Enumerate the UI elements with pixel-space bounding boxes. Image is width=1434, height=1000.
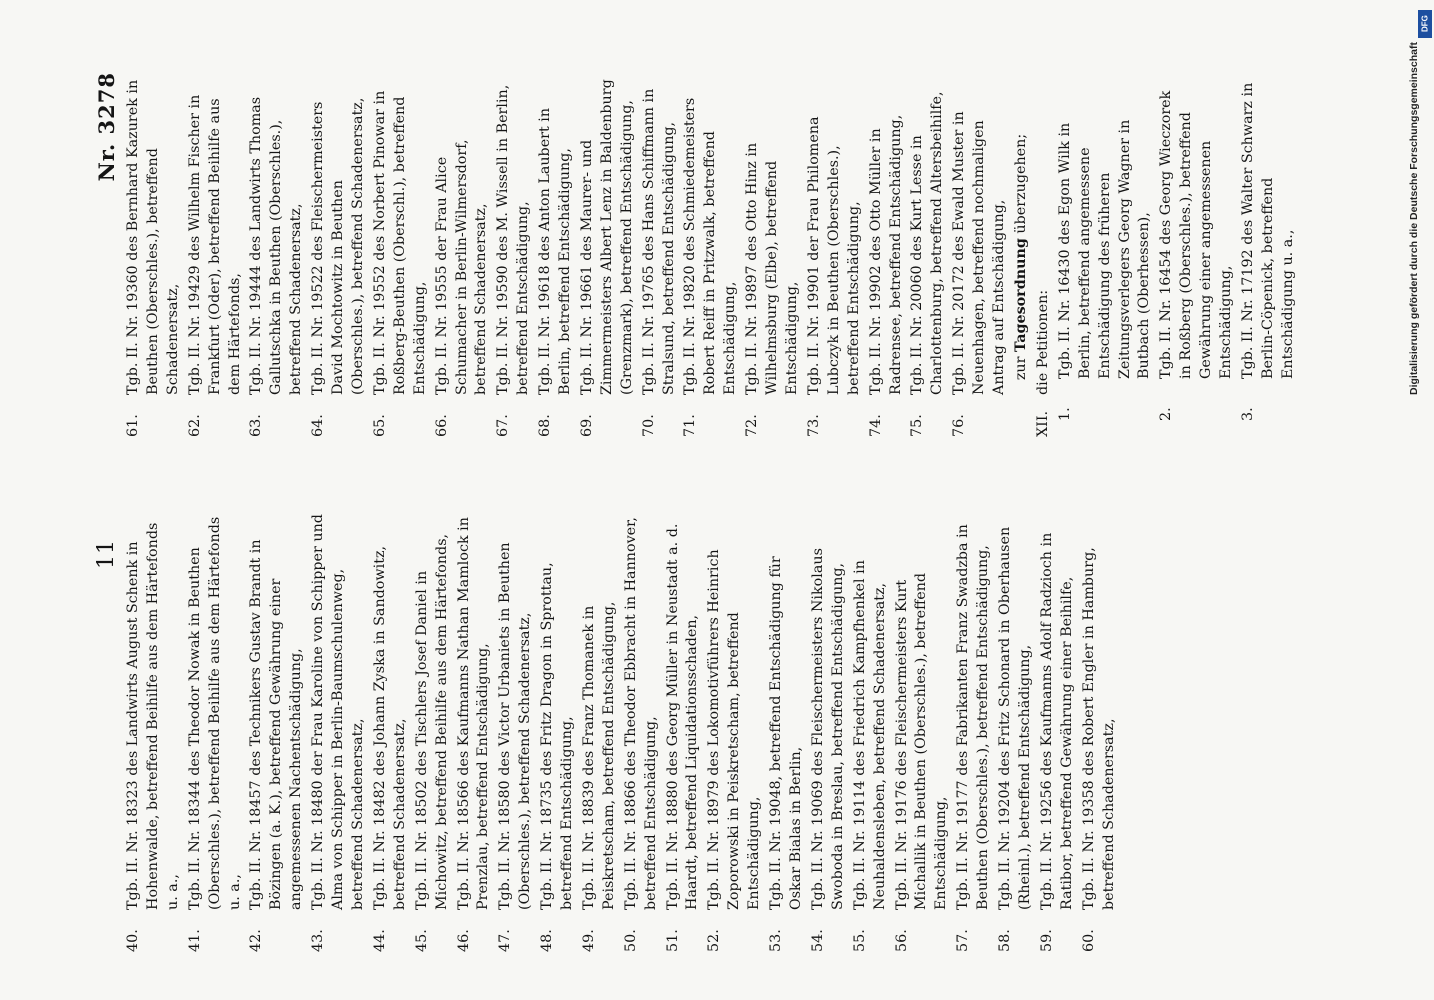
entry-text: Tgb. II. Nr. 19897 des Otto Hinz in Wilhelmsburg (Elbe), betreffend Entschädigung, [744, 142, 800, 395]
list-item [433, 77, 493, 437]
list-item [681, 77, 741, 437]
rotated-page [90, 72, 1410, 952]
list-item [309, 512, 369, 952]
list-item [455, 512, 495, 952]
list-item [705, 512, 765, 952]
entry-number: 50. [622, 929, 639, 952]
list-item [247, 512, 307, 952]
entry-number: 62. [186, 414, 203, 437]
entry-number: 1. [1056, 407, 1073, 421]
entry-text: Tgb. II. Nr. 19765 des Hans Schiffmann in Stralsund, betreffend Entschädigung, [640, 88, 677, 395]
entry-text: Tgb. II. Nr. 19048, betreffend Entschädigung für Oskar Bialas in Berlin, [768, 556, 804, 910]
entry-number: 43. [310, 929, 327, 952]
entry-number: 70. [640, 414, 657, 437]
entry-number: 54. [809, 929, 826, 952]
list-item [867, 77, 907, 437]
entry-text: Tgb. II. Nr. 19176 des Fleischermeisters Kurt Michallik in Beuthen (Oberschles.), betreffend Entschädigung, [893, 572, 950, 910]
document-number: Nr. 3278 [94, 72, 119, 182]
entry-number: 61. [125, 414, 141, 437]
list-item [536, 77, 576, 437]
list-item [247, 77, 307, 437]
entry-text: Tgb. II. Nr. 19901 der Frau Philomena Lubczyk in Beuthen (Oberschles.), betreffend Entschädigung, [805, 116, 862, 395]
entry-number: 51. [664, 929, 681, 952]
section-heading [1034, 77, 1054, 437]
entry-number: 48. [539, 929, 556, 952]
entry-text: Tgb. II. Nr. 18866 des Theodor Ebbracht in Hannover, betreffend Entschädigung, [622, 517, 659, 910]
list-item [805, 77, 865, 437]
entry-text: Tgb. II. Nr. 18839 des Franz Thomanek in Peiskretscham, betreffend Entschädigung, [580, 601, 617, 910]
list-item [1056, 77, 1156, 437]
list-item [124, 77, 184, 437]
entry-text: Tgb. II. Nr. 18735 des Fritz Dragon in Sprottau, betreffend Entschädigung, [539, 562, 576, 910]
entry-text: Tgb. II. Nr. 19114 des Friedrich Kampfhenkel in Neuhaldensleben, betreffend Schadenersatz, [851, 560, 888, 910]
entry-text: Tgb. II. Nr. 18480 der Frau Karoline von Schipper und Alma von Schipper in Berlin-Baumschulenweg, betreffend Schadenersatz, [310, 514, 366, 910]
entry-text: Tgb. II. Nr. 19358 des Robert Engler in Hamburg, betreffend Schadenersatz, [1080, 547, 1117, 910]
list-item [1239, 77, 1299, 437]
page-number: 11 [94, 539, 119, 569]
list-item [950, 77, 1010, 437]
list-item [371, 512, 411, 952]
entry-number: 74. [867, 414, 884, 437]
entry-text: Tgb. II. Nr. 18457 des Technikers Gustav Brandt in Bözingen (a. K.), betreffend Gewährung einer angemessenen Nachentschädigung, [248, 539, 305, 910]
entry-text: Tgb. II. Nr. 19555 der Frau Alice Schumacher in Berlin-Wilmersdorf, betreffend Schadenersatz, [433, 139, 490, 395]
entry-text: Tgb. II. Nr. 20172 des Ewald Muster in Neuenhagen, betreffend nochmaligen Antrag auf Entschädigung, [951, 111, 1008, 395]
entry-text: Tgb. II. Nr. 19902 des Otto Müller in Radrensee, betreffend Entschädigung, [867, 114, 904, 395]
list-item [578, 77, 638, 437]
entry-number: 56. [893, 929, 910, 952]
entry-number: 76. [951, 414, 968, 437]
entry-text: Tgb. II. Nr. 19444 des Landwirts Thomas Gallutschka in Beuthen (Oberschles.), betreffend Schadenersatz, [248, 96, 305, 395]
entry-text: Tgb. II. Nr. 20060 des Kurt Lesse in Charlottenburg, betreffend Altersbeihilfe, [909, 91, 946, 395]
agenda-prefix: zur [1012, 356, 1029, 381]
entry-text: Tgb. II. Nr. 18566 des Kaufmanns Nathan Mamlock in Prenzlau, betreffend Entschädigung, [455, 517, 492, 910]
entry-text: Tgb. II. Nr. 19069 des Fleischermeisters Nikolaus Swoboda in Breslau, betreffend Entschädigung, [809, 548, 846, 910]
list-item [1157, 77, 1237, 437]
entry-number: 63. [248, 414, 265, 437]
entry-number: 64. [310, 414, 327, 437]
entry-number: 58. [997, 929, 1014, 952]
list-item [1038, 512, 1078, 952]
entry-text: Tgb. II. Nr. 18323 des Landwirts August Schenk in Hohenwalde, betreffend Beihilfe aus dem Härtefonds u. a., [125, 522, 181, 910]
entry-text: Tgb. II. Nr. 19552 des Norbert Pinowar in Roßberg-Beuthen (Oberschl.), betreffend Entschädigung, [371, 90, 428, 395]
right-column [124, 77, 1301, 437]
petition-list [1056, 77, 1299, 437]
section-number: XII. [1034, 410, 1051, 437]
list-item [309, 77, 369, 437]
entry-number: 66. [433, 414, 450, 437]
dfg-logo: DFG [1418, 10, 1432, 38]
entry-text: Tgb. II. Nr. 16430 des Egon Wilk in Berlin, betreffend angemessene Entschädigung des früheren Zeitungsverlegers Georg Wagner in Butbach (Oberhessen), [1056, 119, 1153, 379]
entry-text: Tgb. II. Nr. 16454 des Georg Wieczorek in Roßberg (Oberschles.), betreffend Gewährung einer angemessenen Entschädigung, [1158, 90, 1235, 379]
entry-number: 67. [495, 414, 512, 437]
list-item [851, 512, 891, 952]
list-item [743, 77, 803, 437]
entry-number: 65. [371, 414, 388, 437]
entry-text: Tgb. II. Nr. 18880 des Georg Müller in Neustadt a. d. Haardt, betreffend Liquidationsschaden, [664, 523, 701, 910]
entry-text: Tgb. II. Nr. 19590 des M. Wissell in Berlin, betreffend Entschädigung, [495, 84, 532, 395]
entry-text: Tgb. II. Nr. 19429 des Wilhelm Fischer in Frankfurt (Oder), betreffend Beihilfe aus dem Härtefonds, [186, 94, 243, 395]
list-item [809, 512, 849, 952]
list-item [186, 512, 246, 952]
entry-number: 3. [1239, 407, 1256, 421]
entry-number: 53. [768, 929, 785, 952]
entry-number: 60. [1080, 929, 1097, 952]
entry-text: Tgb. II. Nr. 17192 des Walter Schwarz in Berlin-Cöpenick, betreffend Entschädigung u. a., [1239, 82, 1296, 379]
entry-text: Tgb. II. Nr. 18580 des Victor Urbaniets in Beuthen (Oberschles.), betreffend Schadenersatz, [497, 542, 534, 910]
entry-number: 72. [744, 414, 761, 437]
entry-text: Tgb. II. Nr. 19177 des Fabrikanten Franz Swadzba in Beuthen (Oberschles.), betreffend Entschädigung, [955, 524, 992, 910]
agenda-suffix: überzugehen; [1012, 133, 1029, 234]
entry-number: 69. [578, 414, 595, 437]
entry-number: 71. [682, 414, 699, 437]
entry-number: 73. [805, 414, 822, 437]
list-item [893, 512, 953, 952]
entry-number: 47. [497, 929, 514, 952]
entry-number: 45. [413, 929, 430, 952]
entry-text: Tgb. II. Nr. 18979 des Lokomotivführers Heinrich Zoporowski in Peiskretscham, betreffend Entschädigung, [706, 549, 763, 910]
entry-text: Tgb. II. Nr. 19661 des Maurer- und Zimmermeisters Albert Lenz in Baldenburg (Grenzmark), betreffend Entschädigung, [578, 79, 635, 395]
list-item [664, 512, 704, 952]
list-item [954, 512, 994, 952]
entry-text: Tgb. II. Nr. 19256 des Kaufmanns Adolf Radzioch in Ratibor, betreffend Gewährung einer Beihilfe, [1038, 532, 1075, 910]
entry-text: Tgb. II. Nr. 19360 des Bernhard Kazurek in Beuthen (Oberschles.), betreffend Schadenersatz, [125, 79, 181, 395]
entry-number: 55. [851, 929, 868, 952]
right-entries [124, 77, 1010, 437]
entry-number: 59. [1038, 929, 1055, 952]
list-item [371, 77, 431, 437]
entry-number: 41. [186, 929, 203, 952]
list-item [767, 512, 807, 952]
list-item [496, 512, 536, 952]
entry-number: 46. [455, 929, 472, 952]
entry-text: Tgb. II. Nr. 19522 des Fleischermeisters David Mochtowitz in Beuthen (Oberschles.), betreffend Schadenersatz, [310, 97, 366, 395]
list-item [580, 512, 620, 952]
list-item [538, 512, 578, 952]
entry-number: 2. [1158, 407, 1175, 421]
entry-number: 49. [580, 929, 597, 952]
entry-text: Tgb. II. Nr. 18482 des Johann Zyska in Sandowitz, betreffend Schadenersatz, [371, 545, 408, 910]
entry-number: 57. [955, 929, 972, 952]
entry-text: Tgb. II. Nr. 18344 des Theodor Nowak in Beuthen (Oberschles.), betreffend Beihilfe aus dem Härtefonds u. a., [186, 516, 243, 910]
entry-number: 44. [371, 929, 388, 952]
list-item [1080, 512, 1120, 952]
left-column [124, 512, 1122, 952]
section-title: die Petitionen: [1034, 289, 1051, 395]
entry-number: 40. [125, 929, 141, 952]
agenda-bold: Tagesordnung [1012, 238, 1029, 353]
list-item [908, 77, 948, 437]
list-item [186, 77, 246, 437]
entry-number: 75. [909, 414, 926, 437]
entry-number: 52. [706, 929, 723, 952]
entry-text: Tgb. II. Nr. 19204 des Fritz Schonard in Oberhausen (Rheinl.), betreffend Entschädigung, [997, 526, 1033, 910]
entry-text: Tgb. II. Nr. 19618 des Anton Laubert in Berlin, betreffend Entschädigung, [537, 107, 574, 395]
entry-number: 68. [537, 414, 554, 437]
digitization-credit: Digitalisierung gefördert durch die Deutsche Forschungsgemeinschaft [1408, 42, 1420, 395]
list-item [124, 512, 184, 952]
entry-text: Tgb. II. Nr. 19820 des Schmiedemeisters Robert Reiff in Pritzwalk, betreffend Entschädigung, [682, 97, 739, 395]
list-item [640, 77, 680, 437]
list-item [413, 512, 453, 952]
entry-text: Tgb. II. Nr. 18502 des Tischlers Josef Daniel in Michowitz, betreffend Beihilfe aus dem Härtefonds, [413, 533, 450, 910]
agenda-line [1012, 77, 1032, 437]
list-item [996, 512, 1036, 952]
list-item [494, 77, 534, 437]
list-item [622, 512, 662, 952]
entry-number: 42. [248, 929, 265, 952]
